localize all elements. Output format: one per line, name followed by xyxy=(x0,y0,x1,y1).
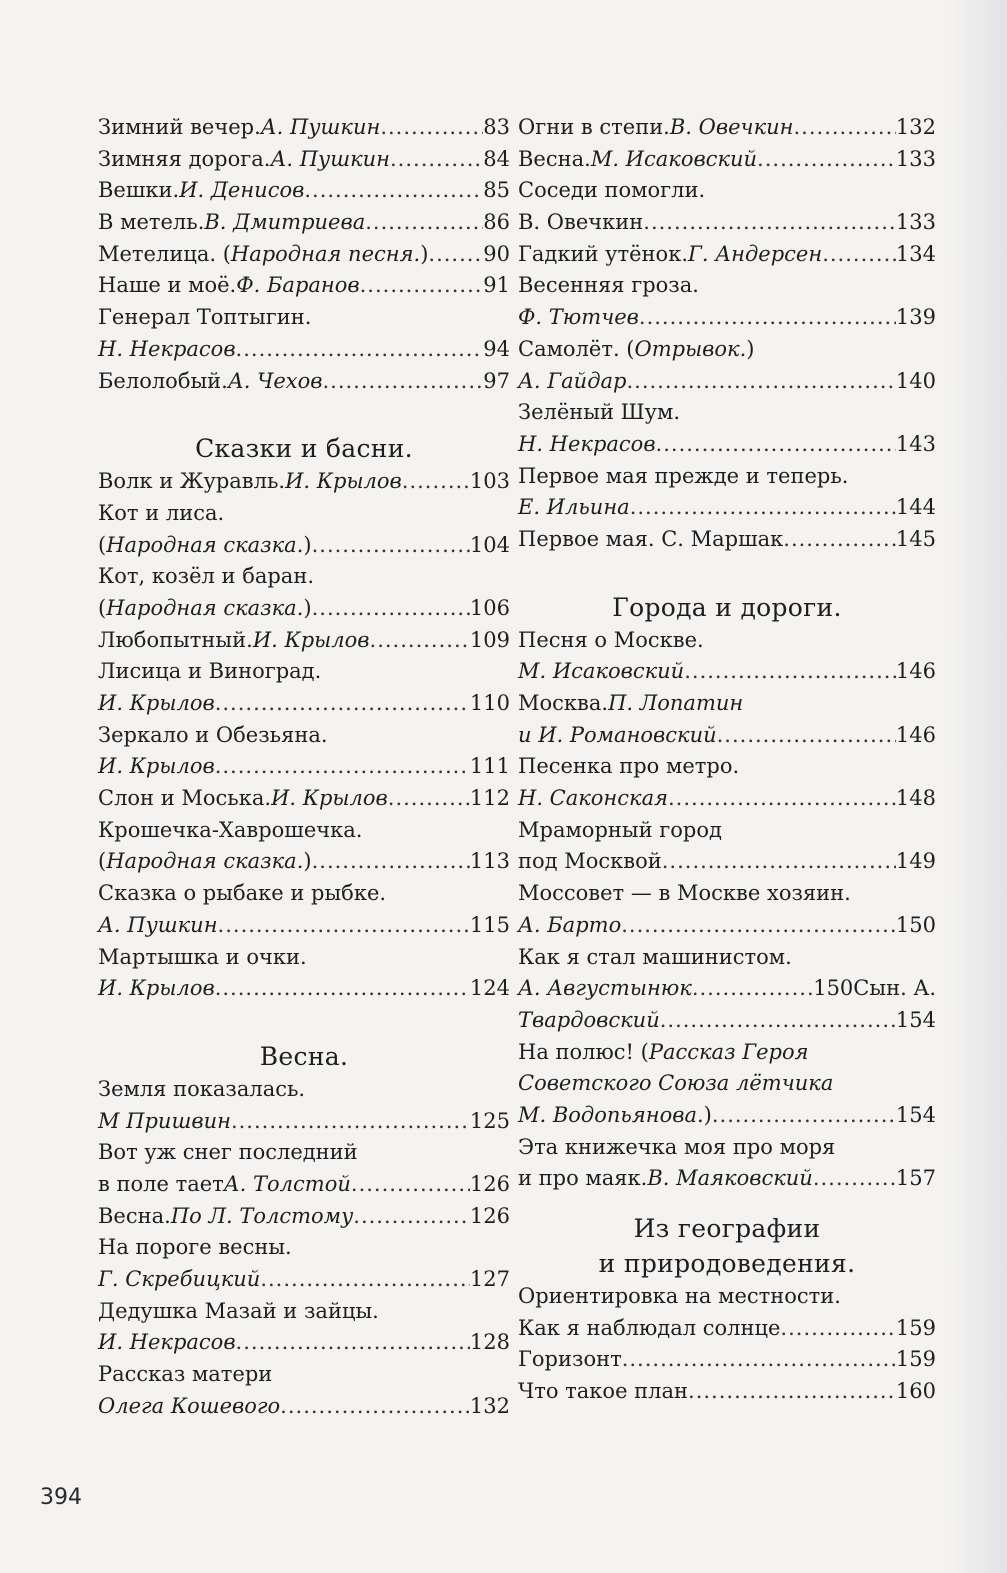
entry-author: Народная сказка. xyxy=(106,595,304,620)
entry-author: Олега Кошевого xyxy=(98,1393,281,1418)
toc-entry xyxy=(518,942,936,974)
dot-leader xyxy=(218,910,470,942)
toc-entry xyxy=(518,688,936,720)
entry-page-number: 94 xyxy=(483,336,510,361)
entry-author: В. Дмитриева xyxy=(204,210,366,235)
toc-entry xyxy=(518,207,936,239)
entry-title: Как я стал машинистом. xyxy=(518,944,792,969)
entry-page-number: 110 xyxy=(469,691,510,715)
entry-title-end: ) xyxy=(303,532,312,557)
entry-author: Г. Андерсен xyxy=(688,241,823,266)
entry-title: Песенка про метро. xyxy=(518,754,740,779)
entry-page-number: 143 xyxy=(895,431,936,456)
toc-column-left xyxy=(98,112,510,1422)
entry-title: Что такое план xyxy=(518,1379,689,1404)
toc-entry xyxy=(98,561,510,593)
entry-page-number: 85 xyxy=(483,178,510,203)
toc-entry xyxy=(98,815,510,847)
entry-page-number: 97 xyxy=(483,368,510,393)
entry-title: Весна. xyxy=(98,1203,171,1228)
entry-page-number: 139 xyxy=(895,305,936,330)
dot-leader xyxy=(656,429,896,461)
entry-page-number: 160 xyxy=(895,1379,936,1404)
entry-page-number: 111 xyxy=(469,754,510,779)
entry-title: Дедушка Мазай и зайцы. xyxy=(98,1298,379,1323)
toc-entry xyxy=(518,1313,936,1345)
entry-author: М Пришвин xyxy=(98,1108,231,1133)
entry-author: И. Крылов xyxy=(98,691,215,715)
toc-entry xyxy=(98,1201,510,1233)
entry-title: Мраморный город xyxy=(518,817,722,842)
entry-author: В. Маяковский xyxy=(647,1166,813,1191)
entry-title: В метель. xyxy=(98,210,205,235)
entry-author: А. Пушкин xyxy=(260,115,381,139)
entry-author: П. Лопатин xyxy=(608,691,744,715)
dot-leader xyxy=(312,593,470,625)
entry-author: А. Пушкин xyxy=(270,146,390,171)
toc-entry xyxy=(518,144,936,176)
dot-leader xyxy=(312,846,470,878)
dot-leader xyxy=(757,144,896,176)
entry-author: и И. Романовский xyxy=(518,722,717,747)
entry-title-end: ) xyxy=(303,595,312,620)
entry-author: И. Денисов xyxy=(179,178,305,203)
entry-page-number: 103 xyxy=(469,469,510,494)
toc-entry xyxy=(98,1074,510,1106)
dot-leader xyxy=(684,656,896,688)
entry-page-number: 148 xyxy=(895,786,936,811)
toc-entry xyxy=(98,1391,510,1423)
entry-author: В. Овечкин xyxy=(669,115,794,139)
toc-entry xyxy=(98,144,510,176)
toc-entry xyxy=(518,1344,936,1376)
toc-entry xyxy=(518,1037,936,1069)
entry-title: Гадкий утёнок. xyxy=(518,241,688,266)
entry-title: Песня о Москве. xyxy=(518,627,704,652)
entry-author: Отрывок. xyxy=(634,336,747,361)
toc-entry xyxy=(518,366,936,398)
entry-page-number: 90 xyxy=(483,241,510,266)
entry-title: Первое мая прежде и теперь. xyxy=(518,463,849,488)
dot-leader xyxy=(304,175,483,207)
entry-author: А. Барто xyxy=(518,912,622,937)
entry-title-end: ) xyxy=(303,849,312,874)
entry-author: М. Исаковский xyxy=(590,146,758,171)
toc-entry xyxy=(98,751,510,783)
toc-entry xyxy=(518,973,936,1005)
entry-author: И. Крылов xyxy=(285,469,402,494)
toc-entry xyxy=(98,942,510,974)
toc-entry xyxy=(98,688,510,720)
entry-author: Народная сказка. xyxy=(106,849,304,874)
dot-leader xyxy=(312,530,470,562)
entry-title: В. Овечкин xyxy=(518,210,644,235)
toc-entry xyxy=(98,302,510,334)
toc-entry xyxy=(518,720,936,752)
toc-entry xyxy=(98,207,510,239)
dot-leader xyxy=(370,625,470,657)
section-heading-nature-study: и природоведения. xyxy=(598,1249,856,1278)
toc-entry xyxy=(518,625,936,657)
section-heading-spring: Весна. xyxy=(259,1041,349,1071)
entry-title: ( xyxy=(98,849,107,874)
dot-leader xyxy=(260,1264,470,1296)
dot-leader xyxy=(353,1201,470,1233)
toc-entry xyxy=(98,239,510,271)
entry-author: Народная песня. xyxy=(230,241,421,266)
entry-title: Крошечка-Хаврошечка. xyxy=(98,817,363,842)
toc-entry xyxy=(518,1376,936,1408)
toc-entry xyxy=(98,1296,510,1328)
entry-title: Волк и Журавль. xyxy=(98,469,286,494)
entry-title: Весна. xyxy=(518,146,591,171)
toc-entry xyxy=(98,530,510,562)
dot-leader xyxy=(822,239,896,271)
toc-entry xyxy=(98,334,510,366)
entry-author: Н. Некрасов xyxy=(518,431,656,456)
entry-title: ( xyxy=(98,532,107,557)
toc-entry xyxy=(98,720,510,752)
entry-title: Рассказ матери xyxy=(98,1362,273,1387)
page-number: 394 xyxy=(40,1485,82,1510)
toc-entry xyxy=(98,1232,510,1264)
entry-title-end: ) xyxy=(420,241,429,266)
toc-entry xyxy=(518,878,936,910)
toc-entry xyxy=(98,846,510,878)
entry-page-number: 83 xyxy=(483,115,510,139)
toc-entry xyxy=(518,815,936,847)
dot-leader xyxy=(402,466,470,498)
toc-entry xyxy=(518,239,936,271)
toc-section-spring-cont xyxy=(518,112,936,556)
toc-entry xyxy=(518,397,936,429)
entry-author: И. Некрасов xyxy=(98,1330,236,1355)
entry-page-number: 132 xyxy=(895,115,936,139)
entry-title-end: ) xyxy=(703,1102,712,1127)
entry-title: под Москвой xyxy=(518,849,662,874)
entry-author: Н. Некрасов xyxy=(98,336,236,361)
entry-page-number: 150Сын. А. xyxy=(813,976,936,1001)
dot-leader xyxy=(388,783,470,815)
toc-entry xyxy=(518,270,936,302)
section-heading-fairy-tales: Сказки и басни. xyxy=(195,434,413,464)
entry-author: Ф. Баранов xyxy=(236,273,360,298)
entry-title: Любопытный. xyxy=(98,627,253,652)
toc-entry xyxy=(518,302,936,334)
entry-title: и про маяк. xyxy=(518,1166,648,1191)
entry-title: Соседи помогли. xyxy=(518,178,706,203)
entry-page-number: 86 xyxy=(483,210,510,235)
toc-entry xyxy=(518,1005,936,1037)
dot-leader xyxy=(626,366,895,398)
toc-section-spring xyxy=(98,1074,510,1423)
toc-entry xyxy=(98,973,510,1005)
entry-page-number: 157 xyxy=(895,1166,936,1191)
entry-author: Твардовский xyxy=(518,1007,660,1032)
entry-title: Сказка о рыбаке и рыбке. xyxy=(98,881,387,906)
section-heading-cities-roads: Города и дороги. xyxy=(612,592,842,622)
entry-title: Слон и Моська. xyxy=(98,786,272,811)
toc-entry xyxy=(518,1068,936,1100)
toc-section-winter xyxy=(98,112,510,397)
toc-entry xyxy=(518,910,936,942)
entry-page-number: 106 xyxy=(469,595,510,620)
dot-leader xyxy=(322,366,483,398)
dot-leader xyxy=(365,207,483,239)
entry-author: А. Пушкин xyxy=(98,912,218,937)
dot-leader xyxy=(236,334,484,366)
dot-leader xyxy=(643,207,896,239)
entry-page-number: 144 xyxy=(895,495,936,520)
entry-author: М. Водопьянова. xyxy=(518,1102,704,1127)
toc-section-cities-roads xyxy=(518,625,936,1195)
toc-entry xyxy=(98,656,510,688)
entry-page-number: 109 xyxy=(469,627,510,652)
entry-page-number: 112 xyxy=(469,786,510,811)
entry-page-number: 140 xyxy=(895,368,936,393)
entry-page-number: 126 xyxy=(469,1171,510,1196)
toc-entry xyxy=(518,1163,936,1195)
dot-leader xyxy=(215,751,470,783)
entry-title: Зимний вечер. xyxy=(98,115,261,139)
toc-entry xyxy=(98,1327,510,1359)
entry-page-number: 146 xyxy=(895,722,936,747)
dot-leader xyxy=(794,112,896,144)
toc-entry xyxy=(518,524,936,556)
entry-author: А. Августынюк xyxy=(518,976,692,1001)
entry-page-number: 145 xyxy=(895,526,936,551)
entry-title: Кот, козёл и баран. xyxy=(98,564,314,589)
dot-leader xyxy=(621,910,896,942)
entry-title: Москва. xyxy=(518,691,609,715)
toc-section-geography xyxy=(518,1281,936,1408)
dot-leader xyxy=(360,270,484,302)
entry-page-number: 124 xyxy=(469,976,510,1001)
toc-entry xyxy=(98,466,510,498)
toc-entry xyxy=(98,498,510,530)
entry-author: Г. Скребицкий xyxy=(98,1267,261,1291)
toc-entry xyxy=(98,1359,510,1391)
toc-entry xyxy=(518,429,936,461)
toc-entry xyxy=(518,175,936,207)
dot-leader xyxy=(688,1376,896,1408)
entry-author: Н. Саконская xyxy=(518,786,668,811)
entry-page-number: 115 xyxy=(469,912,510,937)
entry-author: Е. Ильина xyxy=(518,495,630,520)
entry-author: Советского Союза лётчика xyxy=(518,1071,834,1096)
entry-title: Как я наблюдал солнце xyxy=(518,1315,781,1340)
section-heading-geography: Из географии xyxy=(633,1214,821,1243)
entry-page-number: 125 xyxy=(469,1108,510,1133)
entry-title: Белолобый. xyxy=(98,368,228,393)
dot-leader xyxy=(780,1313,895,1345)
toc-entry xyxy=(98,1106,510,1138)
toc-entry xyxy=(98,175,510,207)
dot-leader xyxy=(236,1327,470,1359)
toc-entry xyxy=(98,1169,510,1201)
entry-page-number: 134 xyxy=(895,241,936,266)
toc-entry xyxy=(98,783,510,815)
entry-title: Моссовет — в Москве хозяин. xyxy=(518,881,851,906)
toc-entry xyxy=(98,625,510,657)
page-edge-shadow xyxy=(947,0,1007,1573)
dot-leader xyxy=(630,492,896,524)
dot-leader xyxy=(380,112,483,144)
entry-title: Огни в степи. xyxy=(518,115,670,139)
entry-page-number: 84 xyxy=(483,146,510,171)
dot-leader xyxy=(662,846,896,878)
toc-entry xyxy=(518,461,936,493)
entry-author: И. Крылов xyxy=(98,754,215,779)
entry-page-number: 146 xyxy=(895,659,936,684)
entry-title-end: ) xyxy=(746,336,755,361)
entry-page-number: 128 xyxy=(469,1330,510,1355)
entry-title: Кот и лиса. xyxy=(98,500,225,525)
entry-page-number: 149 xyxy=(895,849,936,874)
toc-entry xyxy=(98,910,510,942)
dot-leader xyxy=(813,1163,896,1195)
entry-title: Зелёный Шум. xyxy=(518,400,680,425)
toc-entry xyxy=(518,492,936,524)
dot-leader xyxy=(712,1100,896,1132)
entry-author: Народная сказка. xyxy=(106,532,304,557)
entry-page-number: 159 xyxy=(895,1347,936,1372)
dot-leader xyxy=(215,688,470,720)
entry-page-number: 133 xyxy=(895,146,936,171)
entry-title: Первое мая. С. Маршак xyxy=(518,526,784,551)
dot-leader xyxy=(280,1391,470,1423)
dot-leader xyxy=(231,1106,470,1138)
entry-author: И. Крылов xyxy=(271,786,388,811)
entry-title: Лисица и Виноград. xyxy=(98,659,322,684)
dot-leader xyxy=(660,1005,896,1037)
entry-title: На полюс! ( xyxy=(518,1039,649,1064)
entry-title: Зеркало и Обезьяна. xyxy=(98,722,328,747)
dot-leader xyxy=(639,302,896,334)
dot-leader xyxy=(351,1169,470,1201)
toc-entry xyxy=(518,1281,936,1313)
entry-title: Весенняя гроза. xyxy=(518,273,699,298)
entry-title: Горизонт xyxy=(518,1347,622,1372)
toc-entry xyxy=(518,846,936,878)
toc-entry xyxy=(518,112,936,144)
toc-entry xyxy=(98,366,510,398)
entry-author: А. Толстой xyxy=(223,1171,351,1196)
entry-page-number: 133 xyxy=(895,210,936,235)
toc-entry xyxy=(518,751,936,783)
entry-title: ( xyxy=(98,595,107,620)
entry-author: Ф. Тютчев xyxy=(518,305,639,330)
entry-page-number: 154 xyxy=(895,1007,936,1032)
dot-leader xyxy=(668,783,896,815)
entry-title: Метелица. ( xyxy=(98,241,231,266)
toc-entry xyxy=(98,1264,510,1296)
entry-title: Эта книжечка моя про моря xyxy=(518,1134,836,1159)
toc-entry xyxy=(98,593,510,625)
entry-author: По Л. Толстому xyxy=(170,1203,354,1228)
toc-entry xyxy=(98,878,510,910)
toc-entry xyxy=(518,334,936,366)
entry-author: А. Гайдар xyxy=(518,368,627,393)
dot-leader xyxy=(692,973,813,1005)
entry-page-number: 159 xyxy=(895,1315,936,1340)
entry-title: Ориентировка на местности. xyxy=(518,1284,841,1308)
entry-page-number: 104 xyxy=(469,532,510,557)
entry-title: Земля показалась. xyxy=(98,1076,306,1101)
dot-leader xyxy=(622,1344,896,1376)
entry-title: Наше и моё. xyxy=(98,273,237,298)
toc-entry xyxy=(518,1100,936,1132)
entry-page-number: 132 xyxy=(469,1393,510,1418)
toc-entry xyxy=(98,270,510,302)
entry-page-number: 91 xyxy=(483,273,510,298)
entry-title: Генерал Топтыгин. xyxy=(98,305,312,330)
toc-column-right xyxy=(518,112,936,1408)
entry-title: Зимняя дорога. xyxy=(98,146,271,171)
dot-leader xyxy=(783,524,896,556)
entry-title: Мартышка и очки. xyxy=(98,944,307,969)
entry-author: М. Исаковский xyxy=(518,659,685,684)
entry-title: Вот уж снег последний xyxy=(98,1140,358,1165)
entry-author: Рассказ Героя xyxy=(648,1039,809,1064)
toc-entry xyxy=(98,1137,510,1169)
dot-leader xyxy=(717,720,896,752)
toc-entry xyxy=(518,1132,936,1164)
entry-author: И. Крылов xyxy=(252,627,370,652)
dot-leader xyxy=(390,144,483,176)
entry-title: Вешки. xyxy=(98,178,180,203)
toc-entry xyxy=(518,783,936,815)
entry-title: На пороге весны. xyxy=(98,1235,292,1260)
entry-page-number: 127 xyxy=(469,1267,510,1291)
toc-entry xyxy=(518,656,936,688)
entry-page-number: 154 xyxy=(895,1102,936,1127)
entry-page-number: 126 xyxy=(469,1203,510,1228)
entry-title: в поле тает xyxy=(98,1171,224,1196)
entry-author: И. Крылов xyxy=(98,976,215,1001)
dot-leader xyxy=(428,239,483,271)
entry-title: Самолёт. ( xyxy=(518,336,635,361)
entry-page-number: 113 xyxy=(469,849,510,874)
entry-page-number: 150 xyxy=(895,912,936,937)
toc-entry xyxy=(98,112,510,144)
entry-author: А. Чехов xyxy=(227,368,323,393)
dot-leader xyxy=(215,973,470,1005)
toc-section-fairy-tales xyxy=(98,466,510,1005)
